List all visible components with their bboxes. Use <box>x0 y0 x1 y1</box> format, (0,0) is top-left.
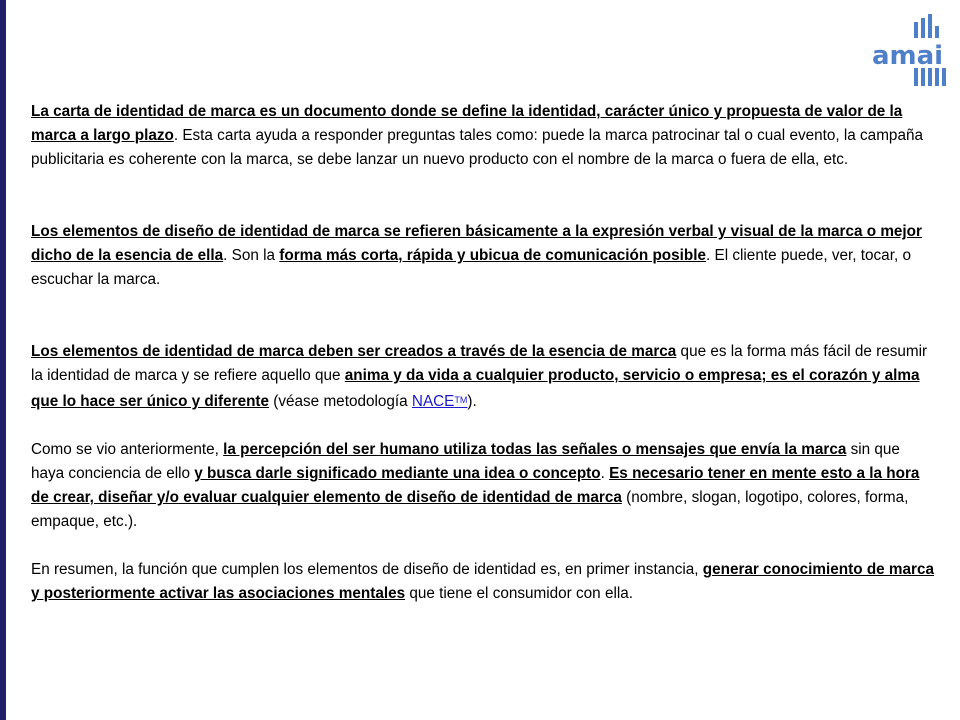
p1-emphasis: La carta de identidad de marca es un documento donde se define la identidad, carácter único y propuesta de valor de la marca a largo plazo <box>31 103 903 144</box>
nace-link[interactable]: NACETM <box>411 393 468 410</box>
p2-emphasis-1: Los elementos de diseño de identidad de marca se refieren básicamente a la expresión verbal y visual de la marca o mejor dicho de la esencia de ella <box>31 223 922 264</box>
paragraph-1 <box>31 100 936 172</box>
p3-text-1: que es la forma más fácil de resumir la identidad de marca y se refiere aquello que <box>31 343 928 384</box>
p4-text-4: (nombre, slogan, logotipo, colores, forma, empaque, etc.). <box>31 489 909 530</box>
amai-logo <box>870 14 950 90</box>
p4-emphasis-2: y busca darle significado mediante una idea o concepto <box>194 465 601 482</box>
trademark-sup: TM <box>454 395 468 405</box>
p3-text-3: ). <box>467 393 477 410</box>
p5-emphasis-1: generar conocimiento de marca y posteriormente activar las asociaciones mentales <box>31 561 934 602</box>
p1-text: . Esta carta ayuda a responder preguntas tales como: puede la marca patrocinar tal o cual evento, la campaña publicitaria es coherente con la marca, se debe lanzar un nuevo producto con el nombre de la marca o fuera de ella, etc. <box>31 127 923 168</box>
paragraph-5 <box>31 558 936 606</box>
document-body <box>31 100 936 606</box>
p3-emphasis-1: Los elementos de identidad de marca deben ser creados a través de la esencia de marca <box>31 343 677 360</box>
p4-text-3: . <box>600 465 610 482</box>
p2-emphasis-2: forma más corta, rápida y ubicua de comunicación posible <box>279 247 707 264</box>
p5-text-1: En resumen, la función que cumplen los elementos de diseño de identidad es, en primer instancia, <box>31 561 703 578</box>
paragraph-4 <box>31 438 936 534</box>
logo-text: amai <box>872 41 944 71</box>
p4-text-1: Como se vio anteriormente, <box>31 441 224 458</box>
p2-text-1: . Son la <box>223 247 280 264</box>
left-accent-bar <box>0 0 6 720</box>
p3-text-2: (véase metodología <box>269 393 412 410</box>
p4-text-2: sin que haya conciencia de ello <box>31 441 900 482</box>
p2-text-2: . El cliente puede, ver, tocar, o escuchar la marca. <box>31 247 911 288</box>
p4-emphasis-3: Es necesario tener en mente esto a la hora de crear, diseñar y/o evaluar cualquier elemento de diseño de identidad de marca <box>31 465 920 506</box>
paragraph-3 <box>31 340 936 414</box>
p5-text-2: que tiene el consumidor con ella. <box>405 585 634 602</box>
p4-emphasis-1: la percepción del ser humano utiliza todas las señales o mensajes que envía la marca <box>223 441 847 458</box>
p3-emphasis-2: anima y da vida a cualquier producto, servicio o empresa; es el corazón y alma que lo hace ser único y diferente <box>31 367 920 410</box>
paragraph-2 <box>31 220 936 292</box>
